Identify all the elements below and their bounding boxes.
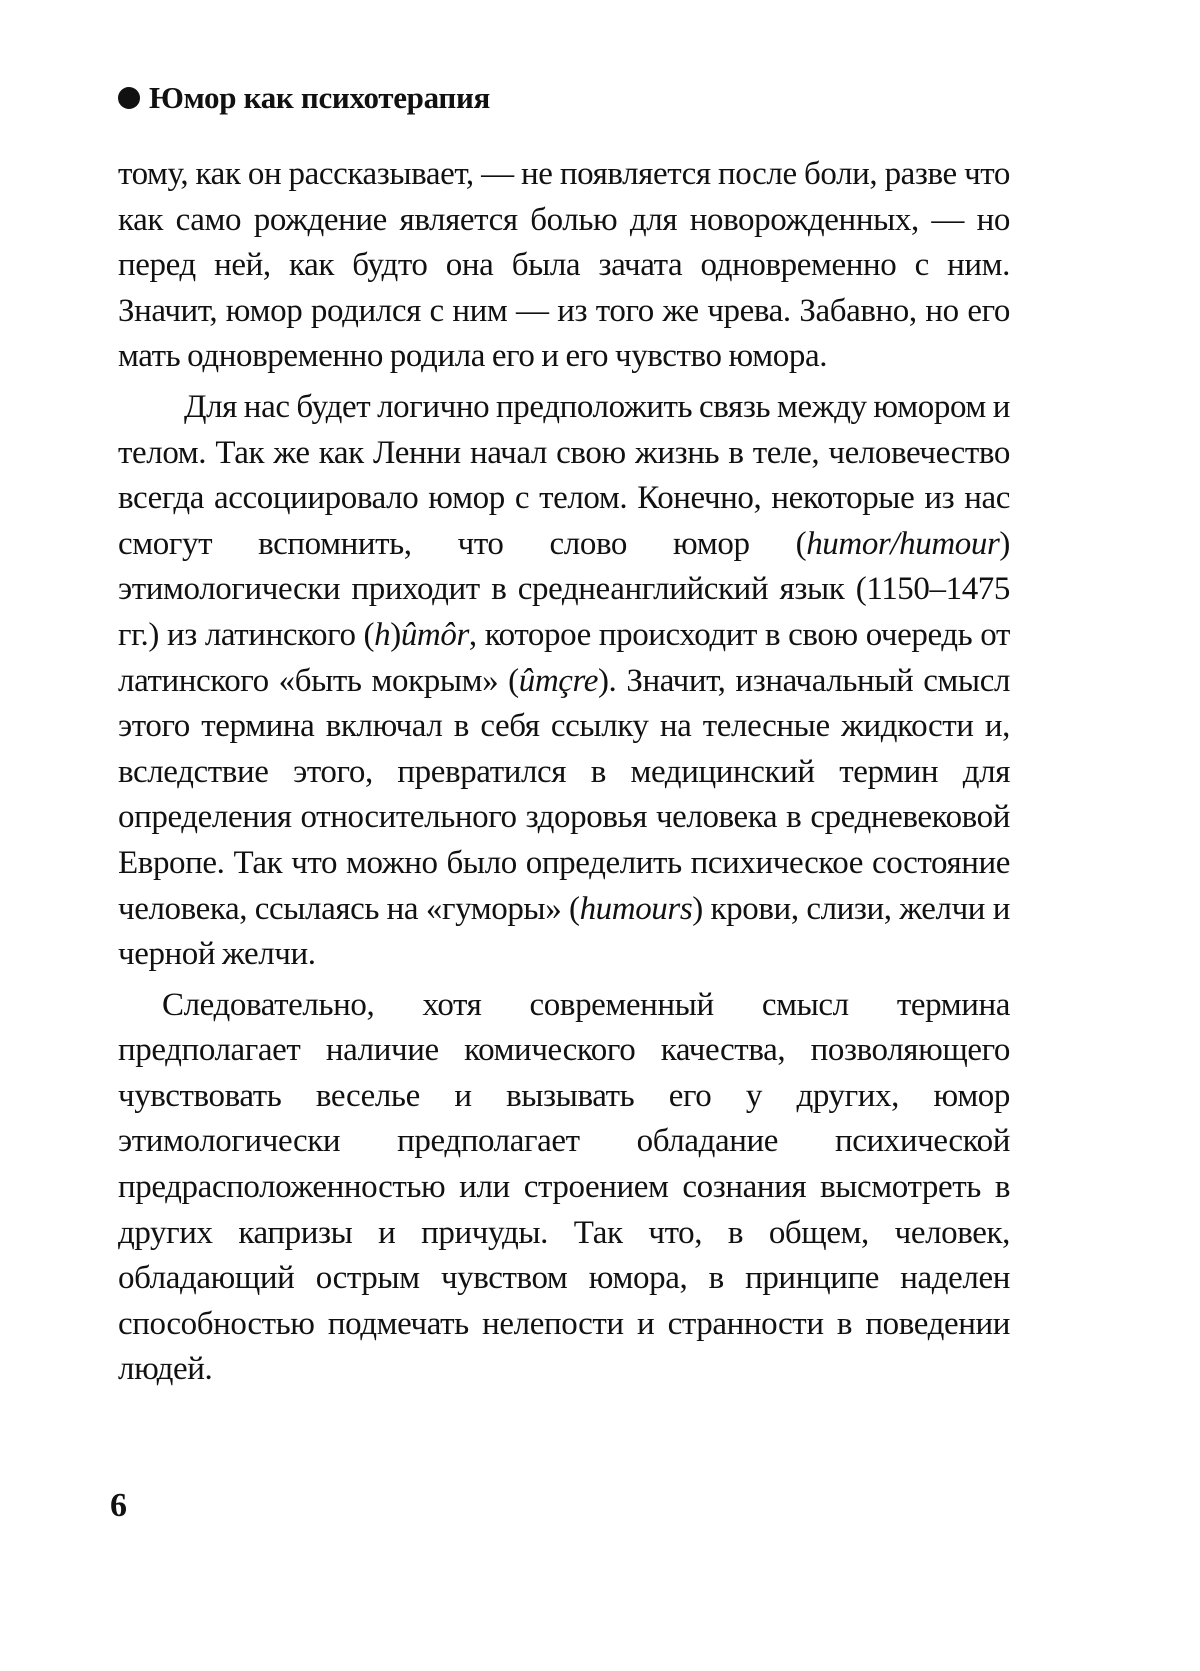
paragraph-text: Следовательно, хотя современный смысл термина предполагает наличие комического качества, позволяющего чувствовать веселье и вызывать его у других, юмор этимологически предполагает обладание психической предрасположенностью или строением сознания высмотреть в других капризы и причуды. Так что, в общем, человек, обладающий острым чувством юмора, в принципе наделен способностью подмечать нелепости и странности в поведении людей.	[118, 986, 1010, 1388]
paragraph-text: ) этимологически приходит в среднеанглийский язык (1150–1475 гг.) из латинского (	[118, 525, 1010, 653]
italic-term: humor/humour	[806, 525, 1000, 562]
italic-term: humours	[579, 890, 693, 927]
paragraph	[118, 385, 1010, 978]
paragraph-text: ). Значит, изначальный смысл этого термина включал в себя ссылку на телесные жидкости и, вследствие этого, превратился в медицинский термин для определения относительного здоровья человека в средневековой Европе. Так что можно было определить психическое состояние человека, ссылаясь на «гуморы» (	[118, 662, 1011, 927]
paragraph-text: )	[390, 616, 401, 653]
running-header	[118, 74, 490, 122]
body-text	[118, 152, 1010, 1393]
paragraph-text: ) крови, слизи, желчи и черной желчи.	[118, 890, 1010, 973]
paragraph-text: тому, как он рассказывает, — не появляется после боли, разве что как само рождение является болью для новорожденных, — но перед ней, как будто она была зачата одновременно с ним. Значит, юмор родился с ним — из того же чрева. Забавно, но его мать одновременно родила его и его чувство юмора.	[118, 156, 1010, 375]
paragraph	[118, 152, 1010, 380]
paragraph	[118, 983, 1010, 1393]
italic-term: h	[374, 616, 391, 653]
italic-term: ûmôr	[400, 616, 469, 653]
page-number: 6	[110, 1487, 127, 1524]
header-title: Юмор как психотерапия	[149, 80, 491, 115]
italic-term: ûmçre	[518, 662, 598, 699]
paragraph-text: Для нас будет логично предположить связь между юмором и телом. Так же как Ленни начал свою жизнь в теле, человечество всегда ассоциировало юмор с телом. Конечно, некоторые из нас смогут вспомнить, что слово юмор (	[118, 388, 1011, 562]
bullet-icon	[118, 87, 140, 109]
paragraph-text: , которое происходит в свою очередь от латинского «быть мокрым» (	[118, 616, 1010, 699]
